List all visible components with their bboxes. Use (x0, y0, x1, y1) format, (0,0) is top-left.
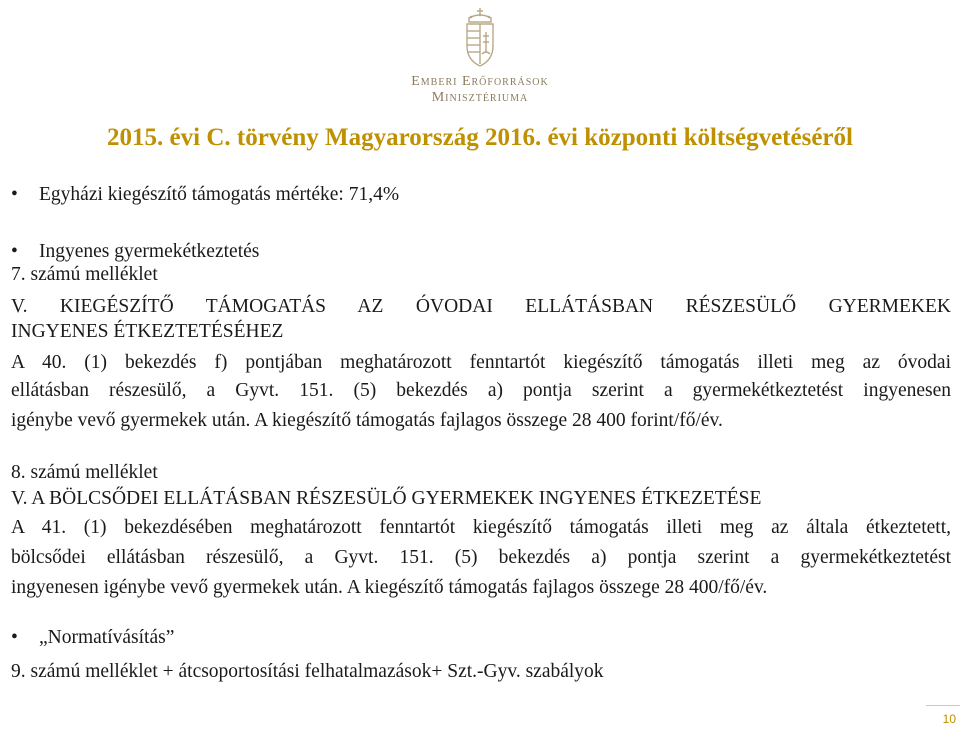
ministry-name-line2: Minisztériuma (431, 90, 529, 105)
annex-8-paragraph-line: A 41. (1) bekezdésében meghatározott fenntartót kiegészítő támogatás illeti meg az általa étkeztetett, (11, 517, 951, 538)
bullet-text: Egyházi kiegészítő támogatás mértéke: 71,4% (39, 184, 400, 205)
page-title: 2015. évi C. törvény Magyarország 2016. évi központi költségvetéséről (107, 124, 853, 151)
annex-7-paragraph-line: ellátásban részesülő, a Gyvt. 151. (5) bekezdés a) pontja szerint a gyermekétkeztetést ingyenesen (11, 380, 951, 401)
bullet-text: „Normatívásítás” (39, 627, 175, 648)
footer-divider (926, 705, 960, 706)
header (0, 0, 960, 110)
page-number: 10 (942, 712, 956, 726)
annex-9-label: 9. számú melléklet + átcsoportosítási felhatalmazások+ Szt.-Gyv. szabályok (11, 661, 604, 682)
annex-8-paragraph-line: bölcsődei ellátásban részesülő, a Gyvt. 151. (5) bekezdés a) pontja szerint a gyermekétkeztetést (11, 547, 951, 568)
ministry-name-line1: Emberi Erőforrások (411, 74, 549, 89)
ministry-name (380, 74, 580, 106)
annex-8-heading: V. A BÖLCSŐDEI ELLÁTÁSBAN RÉSZESÜLŐ GYERMEKEK INGYENES ÉTKEZETÉSE (11, 488, 762, 509)
annex-7-heading-line: V. KIEGÉSZÍTŐ TÁMOGATÁS AZ ÓVODAI ELLÁTÁSBAN RÉSZESÜLŐ GYERMEKEK (11, 296, 951, 317)
bullet-text: Ingyenes gyermekétkeztetés (39, 241, 260, 262)
annex-7-label: 7. számú melléklet (11, 264, 158, 285)
annex-7-paragraph-line: igénybe vevő gyermekek után. A kiegészítő támogatás fajlagos összege 28 400 forint/fő/év. (11, 410, 723, 431)
bullet-icon: • (11, 184, 18, 205)
annex-7-paragraph-line: A 40. (1) bekezdés f) pontjában meghatározott fenntartót kiegészítő támogatás illeti meg az óvodai (11, 352, 951, 373)
annex-8-paragraph-line: ingyenesen igénybe vevő gyermekek után. A kiegészítő támogatás fajlagos összege 28 400/fő/év. (11, 577, 768, 598)
bullet-icon: • (11, 627, 18, 648)
annex-8-label: 8. számú melléklet (11, 462, 158, 483)
coat-of-arms-icon (459, 6, 501, 70)
bullet-icon: • (11, 241, 18, 262)
annex-7-heading-line: INGYENES ÉTKEZTETÉSÉHEZ (11, 321, 284, 342)
